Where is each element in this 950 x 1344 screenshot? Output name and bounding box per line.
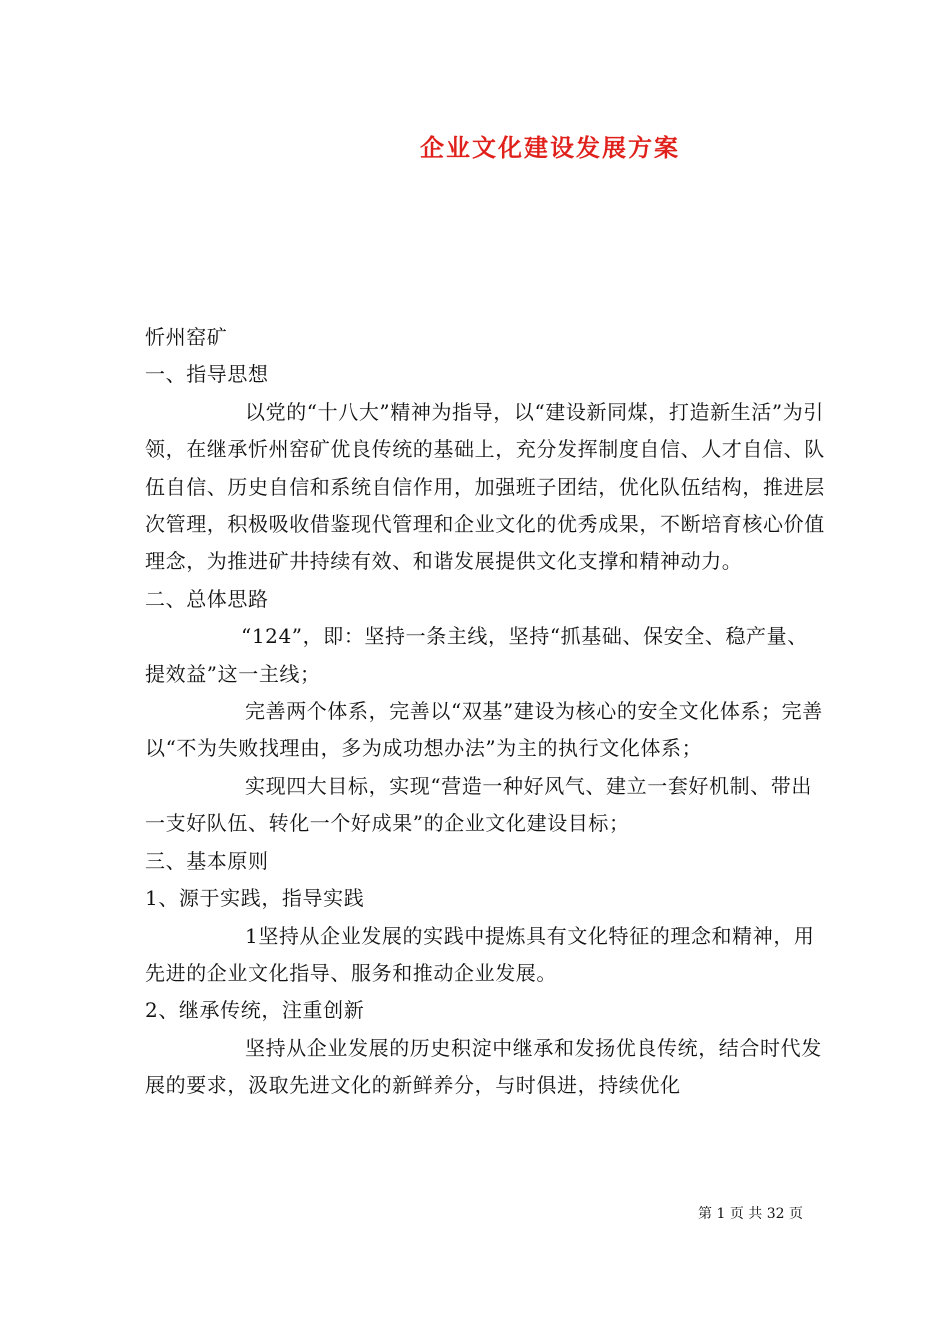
- section-heading: 三、基本原则: [145, 848, 269, 873]
- body-paragraph: “124”，即：坚持一条主线，坚持“抓基础、保安全、稳产量、提效益”这一主线；: [145, 624, 808, 686]
- section-heading: 一、指导思想: [145, 362, 269, 387]
- body-paragraph: 1坚持从企业发展的实践中提炼具有文化特征的理念和精神，用先进的企业文化指导、服务和推动企业发展。: [145, 923, 815, 985]
- body-paragraph: 实现四大目标，实现“营造一种好风气、建立一套好机制、带出一支好队伍、转化一个好成果”的企业文化建设目标；: [145, 773, 813, 836]
- page-number: 第 1 页 共 32 页: [698, 1206, 803, 1222]
- body-paragraph: 完善两个体系，完善以“双基”建设为核心的安全文化体系；完善以“不为失败找理由，多为成功想办法”为主的执行文化体系；: [145, 699, 823, 761]
- document-title: 企业文化建设发展方案: [420, 133, 680, 162]
- document-body: [145, 319, 825, 1105]
- subsection-heading: 2、继承传统，注重创新: [145, 998, 365, 1023]
- body-paragraph: 坚持从企业发展的历史积淀中继承和发扬优良传统，结合时代发展的要求，汲取先进文化的新鲜养分，与时俱进，持续优化: [145, 1035, 822, 1098]
- document-author: 忻州窑矿: [145, 325, 228, 349]
- subsection-heading: 1、源于实践，指导实践: [145, 886, 365, 911]
- body-paragraph: 以党的“十八大”精神为指导，以“建设新同煤，打造新生活”为引领，在继承忻州窑矿优良传统的基础上，充分发挥制度自信、人才自信、队伍自信、历史自信和系统自信作用，加强班子团结，优化队伍结构，推进层次管理，积极吸收借鉴现代管理和企业文化的优秀成果，不断培育核心价值理念，为推进矿井持续有效、和谐发展提供文化支撑和精神动力。: [145, 399, 825, 574]
- section-heading: 二、总体思路: [145, 586, 269, 611]
